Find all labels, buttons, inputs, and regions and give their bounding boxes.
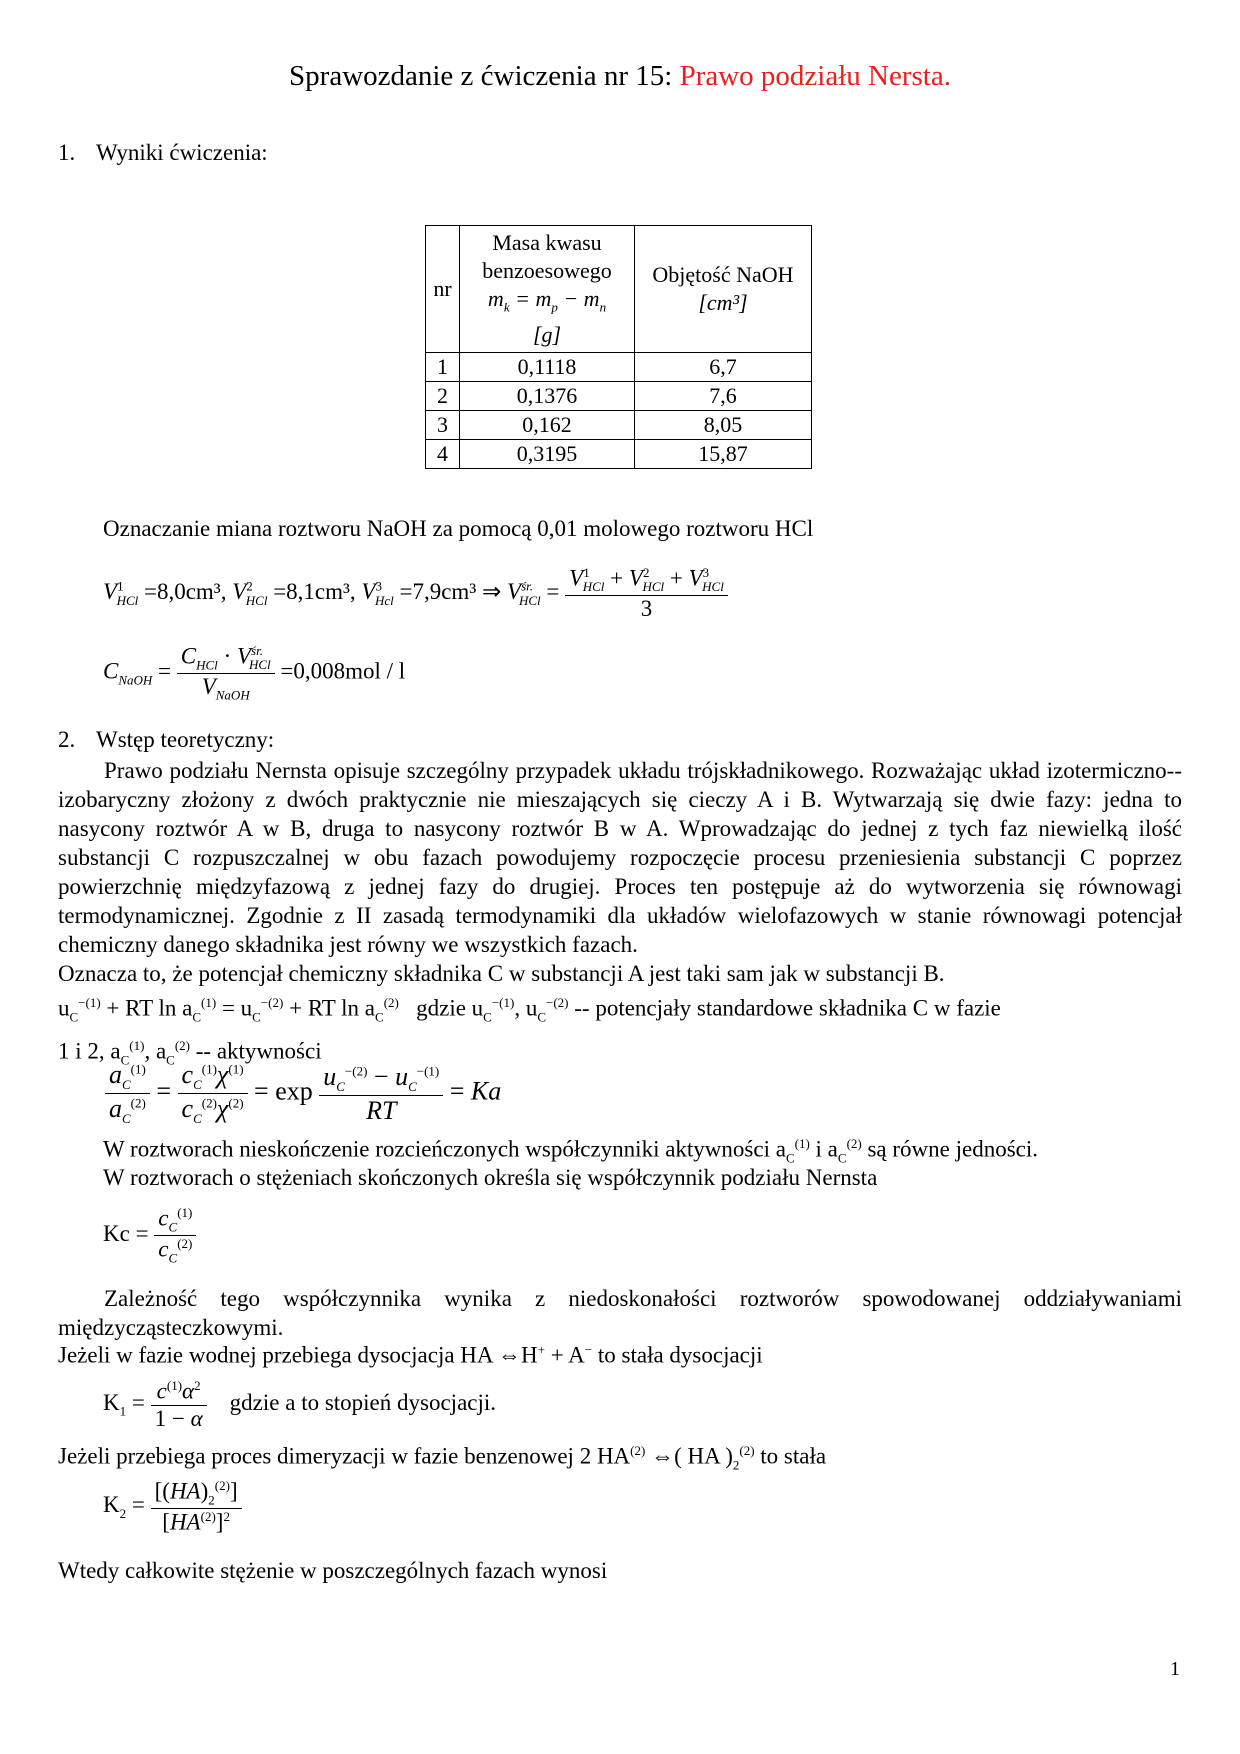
section-number: 1. — [58, 140, 76, 165]
header-mass-line2: benzoesowego — [482, 257, 612, 283]
formula-k1: $K_1$ = $\frac{c^{(1)}\alpha^2}{1 - \alpha}$ gdzie a to stopień dysocjacji. — [103, 1378, 497, 1431]
header-volume-unit: [cm³] — [698, 290, 748, 315]
section-title: Wstęp teoretyczny: — [96, 727, 275, 752]
avg-sup: śr. — [521, 578, 533, 594]
avg-denominator: 3 — [640, 596, 653, 622]
section-title: Wyniki ćwiczenia: — [96, 140, 268, 165]
header-volume — [635, 226, 812, 353]
cell-mass: 0,1376 — [460, 382, 635, 411]
formula-concentration: $C_{NaOH}$ = $\frac{C_{HCl} \cdot V^{śr.}_{HCl}}{V_{NaOH}}$ =0,008mol / l — [103, 643, 406, 703]
title-highlight: Prawo podziału Nersta. — [679, 60, 951, 92]
cell-mass: 0,3195 — [460, 440, 635, 469]
paragraph-intro: Prawo podziału Nernsta opisuje szczególny przypadek układu trójskładnikowego. Rozważając układ izotermiczno--izobaryczny złożony z dwóch praktycznie nie mieszających się cieczy A i B. Wytwarzają się dwie fazy: jedna to nasycony roztwór A w B, druga to nasycony roztwór B w A. Wprowadzając do jednej z tych faz niewielką ilość substancji C rozpuszczalnej w obu fazach powodujemy rozpoczęcie procesu przeniesienia substancji C poprzez powierzchnię międzyfazową z jednej fazy do drugiej. Proces ten postępuje aż do wytworzenia się równowagi termodynamicznej. Zgodnie z II zasadą termodynamiki dla układów wielofazowych w stanie równowagi potencjał chemiczny danego składnika jest równy we wszystkich fazach. — [58, 758, 1182, 957]
table-row — [426, 411, 812, 440]
cell-volume: 8,05 — [635, 411, 812, 440]
implies-arrow: ⇒ — [481, 578, 502, 604]
section-2-heading — [58, 727, 274, 753]
paragraph-potential: Oznacza to, że potencjał chemiczny składnika C w substancji A jest taki sam jak w substancji B. — [58, 961, 945, 986]
cell-mass: 0,162 — [460, 411, 635, 440]
avg-fraction: $\frac{V^1_{HCl} + V^2_{HCl} + V^3_{HCl}}{3}$ — [565, 565, 728, 622]
paragraph-finite: W roztworach o stężeniach skończonych określa się współczynnik podziału Nernsta — [103, 1165, 878, 1190]
formula-k2: $K_2$ = $\frac{[(HA)_2^{(2)}]}{[HA^{(2)}]^2}$ — [103, 1478, 242, 1536]
header-mass-unit: [g] — [532, 322, 562, 348]
table-header-row — [426, 226, 812, 353]
formula-volumes: $V^1_{HCl} =8,0cm^3$, $V^2_{HCl} =8,1cm^3$, $V^3_{Hcl} =7,9cm^3$ ⇒ $V^{śr.}_{HCl}$ = $\frac{V^1_{HCl} + V^2_{HCl} + V^3_{HCl}}{3}$ — [103, 565, 728, 622]
formula-kc: Kc = $\frac{c_C^{(1)}}{c_C^{(2)}}$ — [103, 1205, 196, 1267]
header-mass-formula: $m_k = m_p - m_n$ — [487, 285, 607, 315]
formula-ka: $\frac{a_C^{(1)}}{a_C^{(2)}}$ = $\frac{c_C^{(1)}\chi^{(1)}}{c_C^{(2)}\chi^{(2)}}$ = exp $\frac{u_C^{-(2)} - u_C^{-(1)}}{RT}$ = Ka — [105, 1060, 501, 1127]
titration-text: Oznaczanie miana roztworu NaOH za pomocą 0,01 molowego roztworu HCl — [103, 516, 814, 541]
header-nr: nr — [426, 226, 460, 353]
concentration-result: =0,008mol / l — [280, 658, 406, 684]
cell-nr: 4 — [426, 440, 460, 469]
cell-nr: 3 — [426, 411, 460, 440]
page-title — [0, 60, 1240, 93]
cell-volume: 6,7 — [635, 353, 812, 382]
section-number: 2. — [58, 727, 76, 752]
paragraph-potential-formula: $u_C^{-(1)}$ + RT $\ln a_C^{(1)} = u_C^{-(2)}$ + RT $\ln a_C^{(2)}$ gdzie $u_C^{-(1)}$, $u_C^{-(2)}$ -- potencjały standardowe składnika C w fazie 1 i 2, $a_C^{(1)}$, $a_C^{(2)}$ -- aktywności — [58, 995, 1001, 1068]
paragraph-dissociation: Jeżeli w fazie wodnej przebiega dysocjacja HA ⇔H+ + A− to stała dysocjacji — [58, 1342, 763, 1368]
paragraph-total-concentration: Wtedy całkowite stężenie w poszczególnych fazach wynosi — [58, 1558, 608, 1583]
header-volume-label: Objętość NaOH — [652, 262, 794, 287]
v2-value: =8,1cm³, — [273, 578, 356, 604]
paragraph-dependence: Zależność tego współczynnika wynika z niedoskonałości roztworów spowodowanej oddziaływaniami międzycząsteczkowymi. — [58, 1286, 1182, 1340]
results-table — [425, 225, 812, 469]
cell-nr: 2 — [426, 382, 460, 411]
table-row — [426, 440, 812, 469]
section-1-heading — [58, 140, 268, 166]
cell-volume: 15,87 — [635, 440, 812, 469]
k1-note: gdzie a to stopień dysocjacji. — [229, 1390, 497, 1416]
page-number: 1 — [1170, 1658, 1180, 1680]
table-row — [426, 382, 812, 411]
paragraph-dimerization: Jeżeli przebiega proces dimeryzacji w fazie benzenowej 2 HA$^{(2)}$ ⇔( HA )$_2^{(2)}$ to stała — [58, 1443, 827, 1473]
v1-value: =8,0cm³, — [143, 578, 227, 604]
cell-mass: 0,1118 — [460, 353, 635, 382]
paragraph-dilute: W roztworach nieskończenie rozcieńczonych współczynniki aktywności $a_C^{(1)}$ i $a_C^{(2)}$ są równe jedności. — [103, 1136, 1039, 1166]
cell-volume: 7,6 — [635, 382, 812, 411]
table-row — [426, 353, 812, 382]
v3-value: =7,9cm³ — [399, 578, 477, 604]
cell-nr: 1 — [426, 353, 460, 382]
title-main: Sprawozdanie z ćwiczenia nr 15: — [289, 60, 680, 92]
header-mass — [460, 226, 635, 353]
header-mass-line1: Masa kwasu — [492, 229, 602, 255]
